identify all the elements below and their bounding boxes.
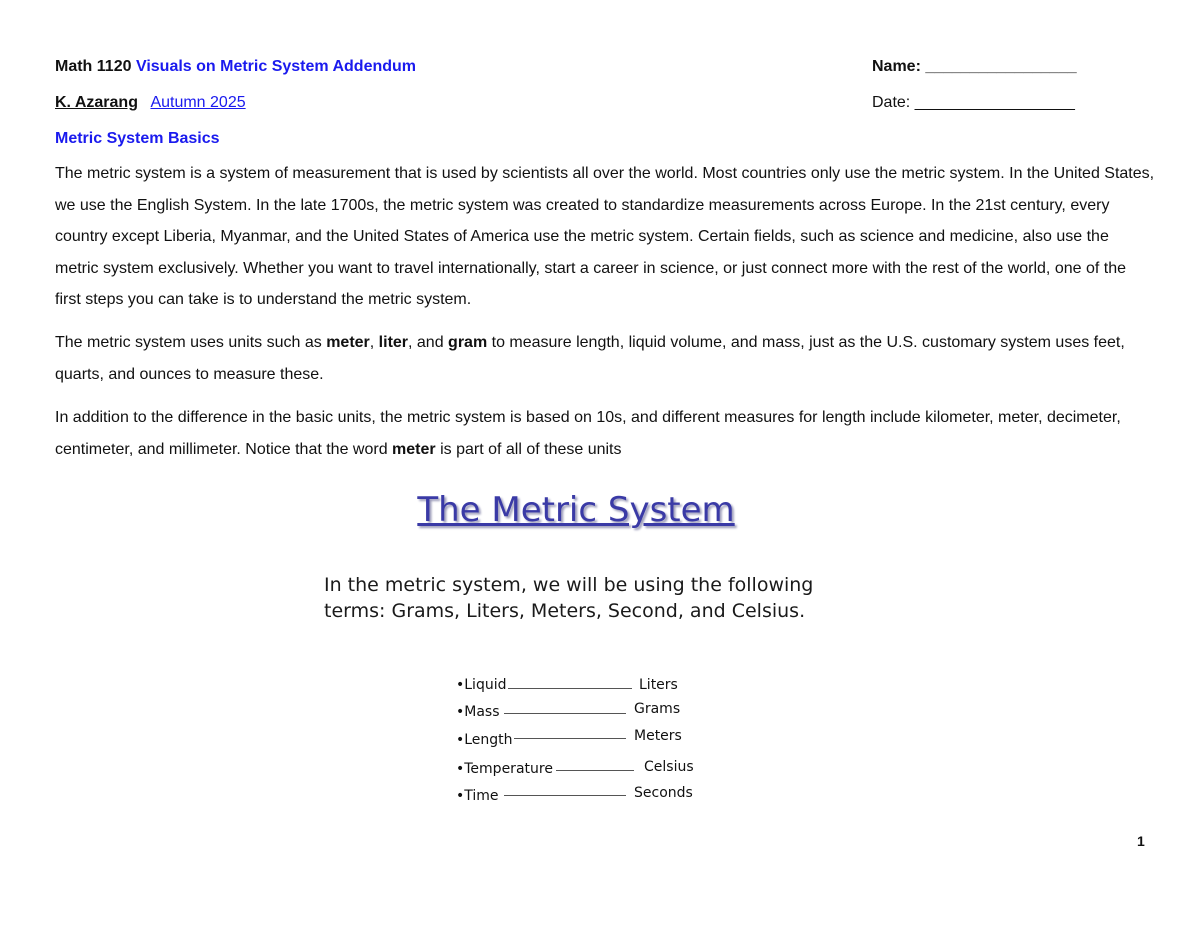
list-item (456, 785, 716, 808)
base-ten-paragraph (55, 402, 1155, 465)
unit-label: Meters (634, 728, 682, 744)
connector-line (504, 795, 626, 796)
name-field: Name: _________________ (872, 58, 1077, 75)
figure-title: The Metric System (417, 490, 735, 530)
figure-intro: In the metric system, we will be using the following terms: Grams, Liters, Meters, Second, and Celsius. (324, 574, 814, 622)
connector-line (504, 713, 626, 714)
term-unit-list (456, 673, 716, 813)
connector-line (514, 738, 626, 739)
term-label: •Liquid (456, 677, 507, 693)
bold-term-meter: meter (392, 440, 436, 458)
term-link[interactable]: Autumn 2025 (150, 94, 246, 111)
unit-label: Grams (634, 701, 681, 717)
text-run: The metric system uses units such as (55, 334, 327, 351)
unit-label: Seconds (634, 785, 693, 801)
term-label: •Mass (456, 704, 500, 720)
unit-label: Celsius (644, 759, 694, 775)
text-run: to measure length, liquid volume, and mass, just as the U.S. customary system uses feet, quarts, and ounces to measure these. (55, 334, 1125, 383)
term-label: •Time (456, 788, 499, 804)
instructor-line (55, 93, 246, 113)
course-code: Math 1120 (55, 58, 132, 75)
date-field: Date: __________________ (872, 94, 1075, 111)
instructor-name: K. Azarang (55, 94, 138, 111)
list-item (456, 677, 716, 697)
units-paragraph (55, 327, 1155, 390)
connector-line (508, 688, 632, 689)
text-run: , and (408, 334, 449, 351)
text-run: In addition to the difference in the basic units, the metric system is based on 10s, and different measures for length include kilometer, meter, decimeter, centimeter, and millimeter. Notice that the word (55, 409, 1121, 458)
bold-term-liter: liter (378, 334, 409, 351)
intro-paragraph: The metric system is a system of measurement that is used by scientists all over the world. Most countries only use the metric system. In the United States, we use the English System. In the late 1700s, the metric system was created to standardize measurements across Europe. In the 21st century, every country except Liberia, Myanmar, and the United States of America use the metric system. Certain fields, such as science and medicine, also use the metric system exclusively. Whether you want to travel internationally, start a career in science, or just connect more with the rest of the world, one of the first steps you can take is to understand the metric system. (55, 165, 1155, 308)
bold-term-gram: gram (448, 334, 488, 351)
text-run: , (369, 334, 379, 351)
list-item (456, 728, 716, 752)
document-title-line (55, 57, 416, 77)
connector-line (556, 770, 634, 771)
unit-label: Liters (639, 677, 678, 693)
section-heading: Metric System Basics (55, 130, 220, 147)
text-run: is part of all of these units (435, 440, 622, 458)
page-number: 1 (1137, 833, 1145, 849)
bold-term-meter: meter (326, 334, 370, 351)
document-title: Visuals on Metric System Addendum (135, 58, 417, 75)
list-item (456, 761, 716, 781)
term-label: •Length (456, 732, 513, 748)
term-label: •Temperature (456, 761, 553, 777)
list-item (456, 701, 716, 724)
